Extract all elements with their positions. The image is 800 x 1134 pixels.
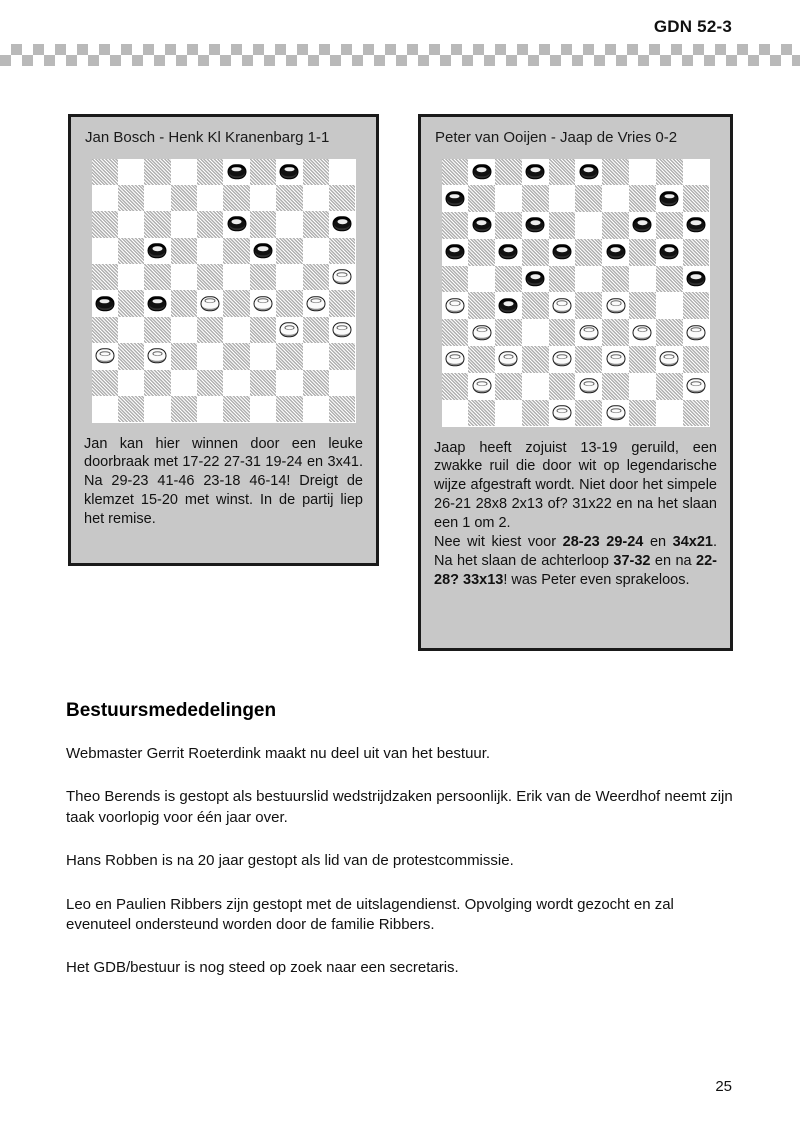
board-square-dark (92, 370, 118, 396)
board-square-dark (629, 400, 656, 427)
board-square-dark (575, 185, 602, 212)
board-square-dark (683, 346, 710, 373)
board-square-dark (495, 266, 522, 293)
board-square-dark (171, 343, 197, 369)
board-square-dark (629, 239, 656, 266)
board-square-dark (602, 266, 629, 293)
board-square-light (144, 185, 170, 211)
board-square-dark (250, 264, 276, 290)
board-square-dark (468, 346, 495, 373)
board-square-light (303, 343, 329, 369)
white-piece (499, 352, 518, 367)
board-square-dark (250, 317, 276, 343)
board-square-light (144, 290, 170, 316)
board-square-light (442, 400, 469, 427)
black-piece (333, 217, 352, 232)
board-square-light (468, 266, 495, 293)
board-square-dark (223, 343, 249, 369)
board-square-dark (144, 264, 170, 290)
white-piece (660, 352, 679, 367)
board-square-dark (575, 400, 602, 427)
white-piece (445, 298, 464, 313)
caption-text-run: . Na het slaan de achterloop (434, 534, 718, 570)
board-square-light (144, 343, 170, 369)
board-square-dark (303, 317, 329, 343)
board-square-light (575, 319, 602, 346)
board-square-light (144, 396, 170, 422)
diagram-card-1 (68, 114, 379, 566)
caption-paragraph (434, 533, 717, 590)
black-piece (148, 296, 167, 311)
board-square-dark (197, 370, 223, 396)
board-square-dark (656, 266, 683, 293)
board-square-dark (276, 396, 302, 422)
board-square-dark (92, 317, 118, 343)
board-square-dark (683, 292, 710, 319)
board-square-light (495, 400, 522, 427)
white-piece (306, 296, 325, 311)
board-square-dark (171, 290, 197, 316)
white-piece (472, 325, 491, 340)
caption-text-run: en (643, 534, 673, 551)
board-square-light (602, 292, 629, 319)
board-square-light (575, 373, 602, 400)
board-square-dark (629, 346, 656, 373)
board-square-light (575, 212, 602, 239)
article-paragraph: Leo en Paulien Ribbers zijn gestopt met de uitslagendienst. Opvolging wordt gezocht en zal evenuteel ondersteund worden door de familie Ribbers. (66, 895, 674, 933)
article-heading: Bestuursmededelingen (66, 700, 277, 721)
board-square-light (250, 185, 276, 211)
board-square-dark (197, 211, 223, 237)
board-square-dark (276, 290, 302, 316)
black-piece (553, 244, 572, 259)
board-square-light (495, 239, 522, 266)
board-square-light (223, 264, 249, 290)
board-square-light (92, 290, 118, 316)
board-square-light (223, 370, 249, 396)
board-square-dark (495, 159, 522, 186)
board-square-dark (276, 185, 302, 211)
board-square-light (656, 346, 683, 373)
board-square-dark (171, 396, 197, 422)
board-square-light (171, 264, 197, 290)
board-square-light (329, 211, 355, 237)
board-square-dark (250, 159, 276, 185)
board-square-dark (656, 373, 683, 400)
board-square-light (144, 238, 170, 264)
board-square-light (171, 370, 197, 396)
board-square-light (118, 370, 144, 396)
white-piece (687, 378, 706, 393)
board-square-light (549, 400, 576, 427)
board-square-dark (575, 292, 602, 319)
page-number: 25 (715, 1078, 732, 1095)
board-square-dark (656, 212, 683, 239)
board-square-light (468, 373, 495, 400)
board-square-dark (144, 159, 170, 185)
black-piece (227, 217, 246, 232)
caption-move-bold: 34x21 (672, 534, 713, 551)
board-square-dark (276, 238, 302, 264)
board-square-light (629, 373, 656, 400)
board-square-light (92, 343, 118, 369)
white-piece (280, 322, 299, 337)
diagram-title-2: Peter van Ooijen - Jaap de Vries 0-2 (435, 129, 678, 146)
board-square-light (329, 317, 355, 343)
black-piece (472, 218, 491, 233)
board-square-light (92, 185, 118, 211)
board-square-dark (549, 266, 576, 293)
board-square-light (522, 319, 549, 346)
board-square-light (602, 239, 629, 266)
board-square-dark (329, 343, 355, 369)
board-square-dark (250, 211, 276, 237)
article-section (66, 700, 736, 1002)
caption-text-1: Jan kan hier winnen door een leuke doorbraak met 17-22 27-31 19-24 en 3x41. Na 29-23 41-46 23-18 46-14! Dreigt de klemzet 15-20 met winst. In de partij liep het remise. (84, 435, 363, 528)
black-piece (227, 164, 246, 179)
board-square-dark (303, 159, 329, 185)
board-square-light (171, 317, 197, 343)
board-square-dark (92, 264, 118, 290)
caption-text-run: ! was Peter even sprakeloos. (503, 572, 690, 589)
board-square-light (495, 292, 522, 319)
black-piece (687, 218, 706, 233)
board-square-light (303, 238, 329, 264)
board-square-light (549, 239, 576, 266)
board-square-light (118, 211, 144, 237)
board-square-light (276, 211, 302, 237)
board-square-dark (118, 396, 144, 422)
black-piece (254, 243, 273, 258)
board-square-dark (656, 319, 683, 346)
white-piece (472, 378, 491, 393)
board-square-dark (92, 159, 118, 185)
board-square-dark (602, 159, 629, 186)
board-square-light (468, 212, 495, 239)
board-square-light (656, 292, 683, 319)
black-piece (472, 164, 491, 179)
board-container-2 (421, 147, 730, 427)
board-square-light (629, 319, 656, 346)
diagram-caption-2 (421, 427, 730, 591)
board-square-dark (629, 185, 656, 212)
white-piece (606, 298, 625, 313)
white-piece (445, 352, 464, 367)
board-square-dark (602, 373, 629, 400)
board-square-light (549, 292, 576, 319)
article-paragraph: Webmaster Gerrit Roeterdink maakt nu deel uit van het bestuur. (66, 745, 491, 762)
article-paragraph: Theo Berends is gestopt als bestuurslid wedstrijdzaken persoonlijk. Erik van de Weerdhof neemt zijn taak voorlopig voor één jaar over. (66, 788, 733, 826)
white-piece (606, 352, 625, 367)
caption-move-bold: 28-23 29-24 (562, 534, 644, 551)
white-piece (95, 349, 114, 364)
board-square-dark (575, 346, 602, 373)
checkered-band-icon (0, 44, 800, 66)
board-square-dark (522, 185, 549, 212)
board-square-light (629, 266, 656, 293)
diagram-title-1: Jan Bosch - Henk Kl Kranenbarg 1-1 (85, 129, 330, 146)
white-piece (201, 296, 220, 311)
board-square-light (495, 185, 522, 212)
board-square-dark (250, 370, 276, 396)
board-square-light (549, 185, 576, 212)
board-square-light (329, 159, 355, 185)
board-square-dark (549, 212, 576, 239)
board-square-dark (329, 238, 355, 264)
board-square-light (656, 185, 683, 212)
board-square-light (197, 185, 223, 211)
board-square-dark (522, 400, 549, 427)
board-square-light (602, 400, 629, 427)
board-square-light (602, 346, 629, 373)
board-square-light (575, 266, 602, 293)
black-piece (445, 244, 464, 259)
draughts-board-2 (442, 159, 710, 427)
board-square-dark (629, 292, 656, 319)
board-square-dark (303, 370, 329, 396)
board-square-dark (495, 212, 522, 239)
board-square-light (442, 292, 469, 319)
white-piece (553, 405, 572, 420)
board-square-dark (171, 185, 197, 211)
board-square-light (118, 264, 144, 290)
white-piece (687, 325, 706, 340)
board-container-1 (71, 147, 376, 423)
board-square-light (171, 211, 197, 237)
black-piece (499, 298, 518, 313)
board-square-light (522, 159, 549, 186)
board-square-light (223, 159, 249, 185)
board-square-light (118, 159, 144, 185)
board-square-light (303, 185, 329, 211)
board-square-light (276, 159, 302, 185)
draughts-board-1 (92, 159, 356, 423)
board-square-dark (522, 346, 549, 373)
board-square-light (250, 238, 276, 264)
board-square-dark (468, 185, 495, 212)
board-square-dark (197, 317, 223, 343)
board-square-light (442, 346, 469, 373)
board-square-light (276, 264, 302, 290)
board-square-light (495, 346, 522, 373)
diagram-card-2 (418, 114, 733, 651)
board-square-dark (329, 185, 355, 211)
board-square-dark (197, 159, 223, 185)
black-piece (526, 218, 545, 233)
board-square-light (303, 290, 329, 316)
black-piece (280, 164, 299, 179)
white-piece (553, 298, 572, 313)
board-square-light (329, 264, 355, 290)
black-piece (579, 164, 598, 179)
masthead-title: GDN 52-3 (653, 17, 732, 36)
white-piece (333, 322, 352, 337)
board-square-light (683, 212, 710, 239)
board-square-light (276, 317, 302, 343)
board-square-light (329, 370, 355, 396)
board-square-light (197, 238, 223, 264)
board-square-dark (495, 373, 522, 400)
board-square-dark (303, 264, 329, 290)
board-square-dark (303, 211, 329, 237)
board-square-dark (223, 238, 249, 264)
board-square-dark (549, 159, 576, 186)
board-square-dark (522, 239, 549, 266)
board-square-light (250, 290, 276, 316)
caption-move-bold: 22-28? 33x13 (434, 553, 717, 589)
board-square-dark (468, 400, 495, 427)
black-piece (499, 244, 518, 259)
board-square-dark (144, 317, 170, 343)
board-square-light (171, 159, 197, 185)
diagram-caption-1 (71, 423, 376, 530)
board-square-dark (118, 185, 144, 211)
board-square-light (197, 343, 223, 369)
board-square-light (250, 396, 276, 422)
board-square-light (223, 211, 249, 237)
board-square-dark (144, 211, 170, 237)
black-piece (633, 218, 652, 233)
board-square-light (250, 343, 276, 369)
article-paragraph: Het GDB/bestuur is nog steed op zoek naar een secretaris. (66, 959, 459, 977)
board-square-dark (575, 239, 602, 266)
board-square-dark (683, 185, 710, 212)
board-square-light (118, 317, 144, 343)
board-square-dark (223, 185, 249, 211)
board-square-light (522, 373, 549, 400)
board-square-light (303, 396, 329, 422)
board-square-light (549, 346, 576, 373)
board-square-light (629, 159, 656, 186)
board-square-light (92, 238, 118, 264)
board-square-dark (602, 319, 629, 346)
board-square-light (683, 373, 710, 400)
board-square-dark (144, 370, 170, 396)
board-square-dark (522, 292, 549, 319)
board-square-dark (683, 239, 710, 266)
board-square-light (442, 185, 469, 212)
black-piece (95, 296, 114, 311)
article-paragraph: Hans Robben is na 20 jaar gestopt als lid van de protestcommissie. (66, 852, 514, 870)
board-square-light (468, 319, 495, 346)
board-square-dark (442, 319, 469, 346)
board-square-light (92, 396, 118, 422)
board-square-light (683, 159, 710, 186)
board-square-dark (223, 290, 249, 316)
board-square-dark (92, 211, 118, 237)
board-square-light (683, 266, 710, 293)
board-square-dark (223, 396, 249, 422)
white-piece (579, 378, 598, 393)
board-square-dark (118, 343, 144, 369)
caption-move-bold: 37-32 (613, 553, 651, 570)
caption-text-run: Nee wit kiest voor (434, 534, 563, 551)
white-piece (553, 352, 572, 367)
board-square-dark (656, 159, 683, 186)
black-piece (526, 164, 545, 179)
board-square-dark (118, 238, 144, 264)
board-square-light (468, 159, 495, 186)
board-square-dark (495, 319, 522, 346)
black-piece (606, 244, 625, 259)
board-square-dark (276, 343, 302, 369)
board-square-dark (442, 266, 469, 293)
board-square-light (276, 370, 302, 396)
caption-text-run: en na (650, 553, 697, 570)
white-piece (579, 325, 598, 340)
board-square-dark (329, 290, 355, 316)
board-square-light (629, 212, 656, 239)
board-square-light (656, 239, 683, 266)
white-piece (633, 325, 652, 340)
white-piece (254, 296, 273, 311)
board-square-dark (442, 212, 469, 239)
black-piece (660, 191, 679, 206)
caption-text-run: Jaap heeft zojuist 13-19 geruild, een zwakke ruil die door wit op legendarische wijze afgestraft wordt. Niet door het simpele 26-21 28x8 2x13 of? 31x22 en na het slaan een 1 om 2. (434, 439, 717, 532)
board-square-dark (468, 239, 495, 266)
board-square-dark (442, 159, 469, 186)
board-square-dark (329, 396, 355, 422)
board-square-light (602, 185, 629, 212)
board-square-light (575, 159, 602, 186)
board-square-dark (118, 290, 144, 316)
white-piece (333, 269, 352, 284)
board-square-light (522, 266, 549, 293)
caption-paragraph (434, 439, 717, 534)
board-square-dark (442, 373, 469, 400)
board-square-dark (683, 400, 710, 427)
board-square-dark (602, 212, 629, 239)
board-square-light (656, 400, 683, 427)
board-square-light (683, 319, 710, 346)
black-piece (445, 191, 464, 206)
article-paragraph-list (66, 744, 736, 979)
board-square-dark (549, 319, 576, 346)
white-piece (148, 349, 167, 364)
board-square-light (223, 317, 249, 343)
white-piece (606, 405, 625, 420)
black-piece (660, 244, 679, 259)
black-piece (526, 271, 545, 286)
board-square-dark (468, 292, 495, 319)
board-square-dark (197, 264, 223, 290)
black-piece (148, 243, 167, 258)
board-square-light (442, 239, 469, 266)
board-square-dark (549, 373, 576, 400)
board-square-light (197, 290, 223, 316)
board-square-light (197, 396, 223, 422)
board-square-dark (171, 238, 197, 264)
board-square-light (522, 212, 549, 239)
black-piece (687, 271, 706, 286)
